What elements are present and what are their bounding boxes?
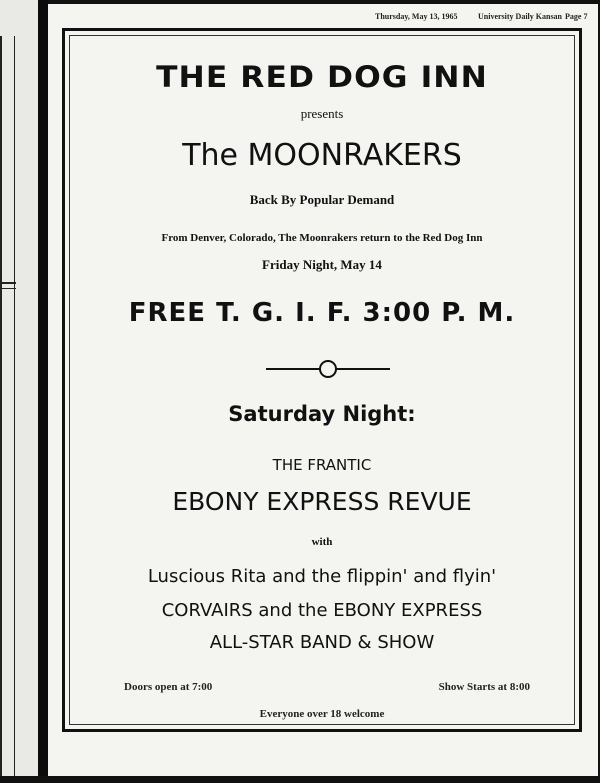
friday-date: Friday Night, May 14 — [262, 257, 382, 272]
lineup-line-2: CORVAIRS and the EBONY EXPRESS — [161, 600, 483, 621]
ornament-line-left — [266, 368, 320, 370]
page-header — [48, 10, 598, 24]
header-page-label: Page 7 — [565, 12, 588, 21]
age-notice: Everyone over 18 welcome — [259, 708, 385, 720]
page-gutter — [38, 0, 48, 783]
newspaper-page — [48, 4, 598, 776]
adjacent-page-strip — [0, 0, 38, 783]
frantic-text: THE FRANTIC — [272, 456, 372, 474]
divider-ornament — [70, 360, 574, 378]
header-date: Thursday, May 13, 1965 — [375, 12, 458, 21]
lineup-line-3: ALL-STAR BAND & SHOW — [209, 632, 435, 653]
tgif-headline: FREE T. G. I. F. 3:00 P. M. — [128, 298, 516, 328]
header-paper-name: University Daily Kansan — [478, 12, 563, 21]
advertisement-inner-frame — [69, 35, 575, 725]
venue-title: THE RED DOG INN — [156, 60, 488, 94]
lineup-line-1: Luscious Rita and the flippin' and flyin' — [147, 566, 497, 587]
doors-open-text: Doors open at 7:00 — [124, 681, 213, 693]
presents-text: presents — [300, 106, 344, 121]
band-name: The MOONRAKERS — [182, 138, 462, 173]
popular-demand-text: Back By Popular Demand — [249, 192, 395, 207]
with-text: with — [311, 536, 333, 548]
scan-bottom-edge — [0, 776, 600, 783]
ornament-line-right — [336, 368, 390, 370]
show-start-text: Show Starts at 8:00 — [438, 681, 530, 693]
origin-text: From Denver, Colorado, The Moonrakers return to the Red Dog Inn — [161, 232, 483, 244]
ornament-circle-icon — [319, 360, 337, 378]
saturday-heading: Saturday Night: — [228, 402, 416, 426]
advertisement — [62, 28, 582, 732]
revue-title: EBONY EXPRESS REVUE — [172, 487, 472, 516]
